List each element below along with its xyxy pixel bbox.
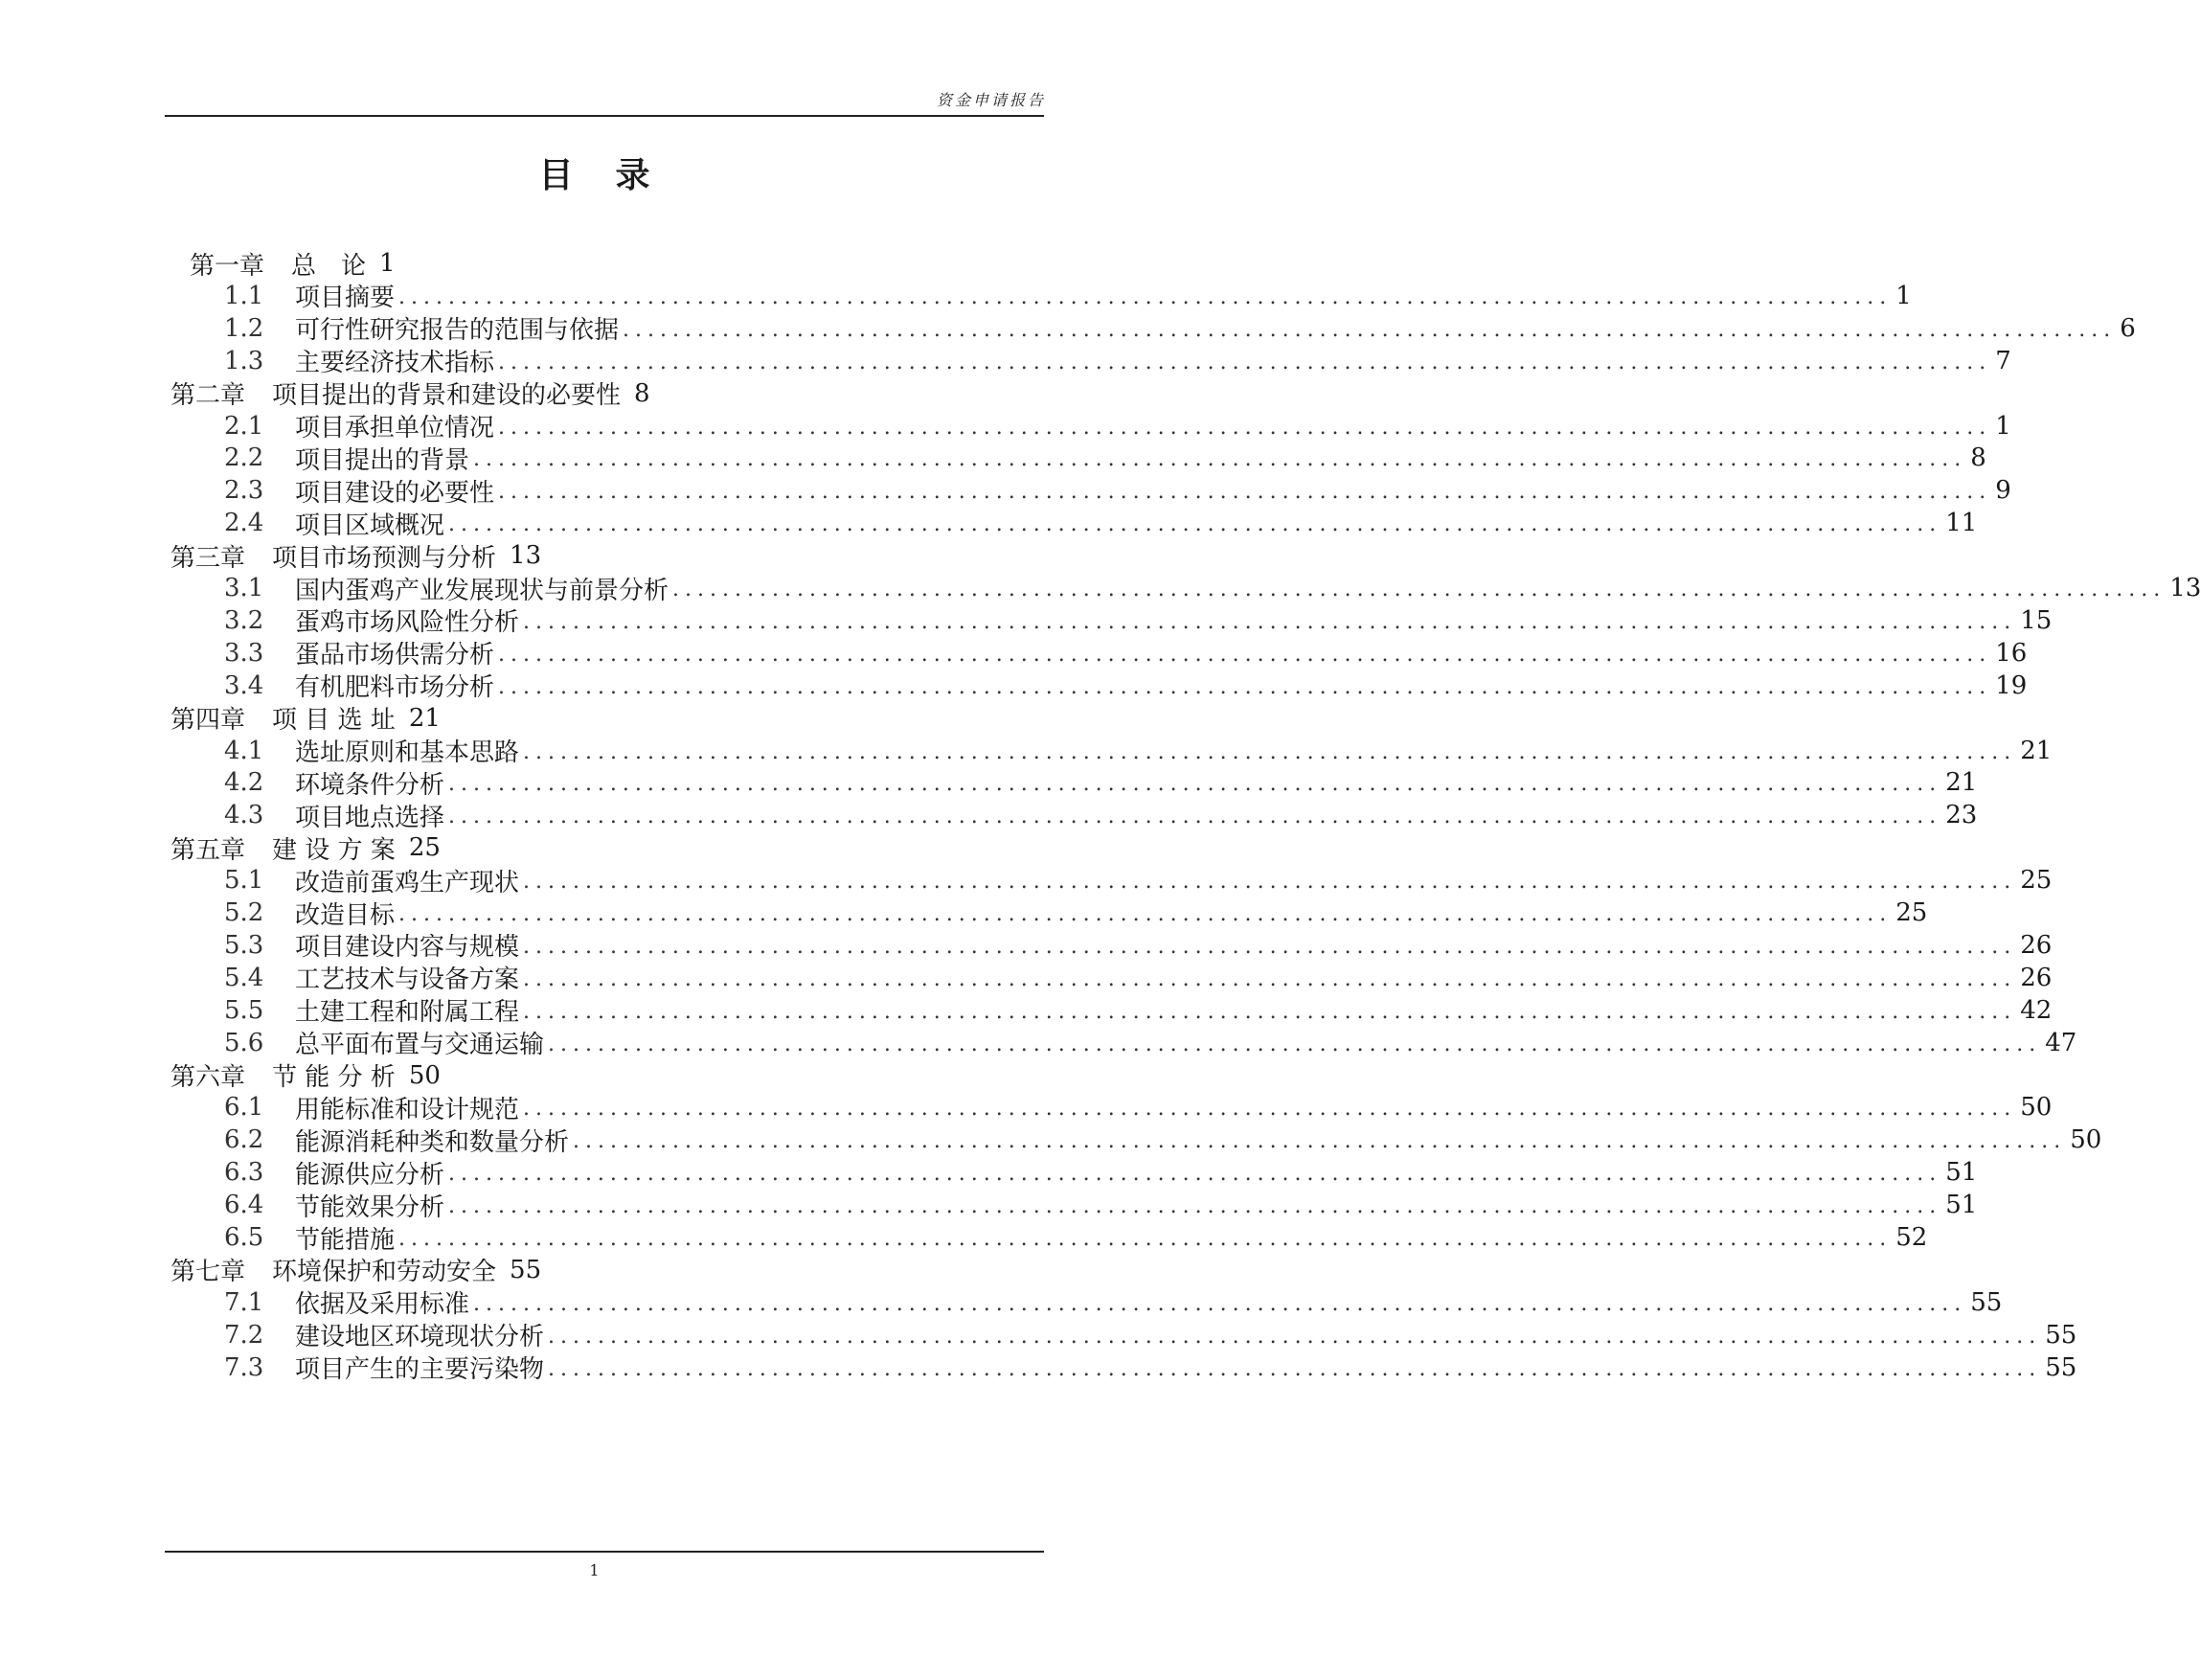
- toc-section-entry[interactable]: [224, 1156, 1978, 1190]
- toc-dot-leader: ........................................................................................................................: [548, 1324, 2042, 1349]
- toc-section-entry[interactable]: [224, 1189, 1978, 1222]
- toc-dot-leader: ........................................................................................................................: [548, 1356, 2042, 1381]
- toc-section-entry[interactable]: [224, 962, 2053, 995]
- toc-section-page: 55: [1970, 1287, 2003, 1317]
- toc-section-page: 50: [2070, 1125, 2102, 1155]
- toc-section-entry[interactable]: [224, 1124, 2102, 1157]
- toc-section-page: 11: [1945, 509, 1978, 538]
- toc-section-title: 项目区域概况: [295, 511, 445, 540]
- toc-section-entry[interactable]: [224, 637, 2028, 670]
- toc-section-title: 项目建设的必要性: [295, 478, 495, 508]
- toc-section-page: 19: [1995, 670, 2028, 700]
- toc-dot-leader: ........................................................................................................................: [448, 1162, 1942, 1187]
- toc-section-page: 25: [2020, 866, 2053, 896]
- toc-section-entry[interactable]: [224, 735, 2053, 767]
- toc-section-number: 5.2: [224, 898, 264, 927]
- toc-section-number: 7.1: [224, 1287, 264, 1317]
- toc-section-entry[interactable]: [224, 474, 2011, 508]
- toc-section-number: 5.1: [224, 866, 264, 896]
- toc-section-number: 6.5: [224, 1223, 264, 1252]
- toc-section-title: 主要经济技术指标: [295, 349, 495, 378]
- toc-section-title: 依据及采用标准: [295, 1290, 470, 1320]
- toc-section-title: 能源供应分析: [295, 1160, 445, 1190]
- toc-section-page: 13: [2169, 574, 2201, 602]
- toc-section-page: 47: [2045, 1028, 2077, 1057]
- toc-section-title: 节能措施: [295, 1225, 396, 1255]
- toc-section-entry[interactable]: [224, 280, 1912, 313]
- toc-section-title: 蛋品市场供需分析: [295, 641, 495, 670]
- toc-dot-leader: ........................................................................................................................: [398, 284, 1893, 309]
- toc-section-number: 1.1: [224, 281, 264, 310]
- toc-section-entry[interactable]: [224, 897, 1928, 930]
- footer-rule: [165, 1551, 1044, 1553]
- toc-section-number: 2.4: [224, 509, 264, 538]
- toc-section-number: 3.1: [224, 574, 264, 602]
- toc-section-title: 能源消耗种类和数量分析: [295, 1127, 570, 1157]
- toc-section-page: 15: [2020, 605, 2053, 635]
- toc-section-entry[interactable]: [224, 1027, 2077, 1060]
- toc-chapter-entry[interactable]: [190, 247, 396, 280]
- toc-dot-leader: ........................................................................................................................: [448, 772, 1942, 797]
- toc-section-number: 2.1: [224, 411, 264, 441]
- toc-section-entry[interactable]: [224, 410, 2011, 443]
- toc-section-number: 1.2: [224, 313, 264, 343]
- toc-section-entry[interactable]: [224, 1286, 2003, 1320]
- toc-section-number: 5.6: [224, 1028, 264, 1057]
- toc-section-title: 可行性研究报告的范围与依据: [295, 316, 620, 346]
- toc-chapter-page: 50: [408, 1060, 441, 1090]
- toc-chapter-page: 1: [379, 249, 396, 278]
- toc-dot-leader: ........................................................................................................................: [623, 317, 2117, 342]
- toc-dot-leader: ........................................................................................................................: [523, 739, 2017, 764]
- toc-dot-leader: ........................................................................................................................: [498, 350, 1992, 375]
- toc-chapter-entry[interactable]: [170, 1059, 441, 1092]
- toc-chapter-number: 第三章: [170, 543, 246, 573]
- toc-section-page: 6: [2120, 313, 2136, 343]
- toc-chapter-number: 第四章: [170, 706, 246, 736]
- toc-chapter-title: 总 论: [291, 251, 367, 281]
- toc-chapter-entry[interactable]: [170, 702, 441, 735]
- toc-section-page: 51: [1945, 1191, 1978, 1220]
- toc-dot-leader: ........................................................................................................................: [498, 480, 1992, 505]
- toc-section-entry[interactable]: [224, 766, 1978, 800]
- toc-dot-leader: ........................................................................................................................: [523, 934, 2017, 959]
- toc-section-title: 用能标准和设计规范: [295, 1095, 520, 1124]
- toc-dot-leader: ........................................................................................................................: [473, 1291, 1967, 1316]
- toc-chapter-entry[interactable]: [170, 539, 541, 572]
- toc-section-entry[interactable]: [224, 507, 1978, 540]
- toc-section-number: 2.3: [224, 476, 264, 506]
- toc-section-entry[interactable]: [224, 312, 2136, 346]
- toc-section-page: 21: [1945, 768, 1978, 798]
- toc-section-number: 1.3: [224, 346, 264, 375]
- toc-chapter-title: 项目市场预测与分析: [272, 543, 497, 573]
- toc-dot-leader: ........................................................................................................................: [523, 870, 2017, 895]
- toc-chapter-entry[interactable]: [170, 831, 441, 864]
- toc-section-number: 5.4: [224, 963, 264, 992]
- toc-section-title: 项目提出的背景: [295, 445, 470, 475]
- toc-section-number: 5.3: [224, 930, 264, 960]
- toc-section-entry[interactable]: [224, 1091, 2053, 1124]
- toc-section-entry[interactable]: [224, 1221, 1928, 1255]
- toc-chapter-title: 项目提出的背景和建设的必要性: [272, 381, 622, 411]
- toc-section-title: 建设地区环境现状分析: [295, 1323, 545, 1352]
- toc-dot-leader: ........................................................................................................................: [523, 966, 2017, 991]
- toc-dot-leader: ........................................................................................................................: [523, 609, 2017, 634]
- toc-section-number: 3.3: [224, 638, 264, 668]
- toc-chapter-title: 项 目 选 址: [272, 706, 396, 736]
- toc-chapter-title: 环境保护和劳动安全: [272, 1258, 497, 1287]
- toc-dot-leader: ........................................................................................................................: [548, 1032, 2042, 1056]
- toc-section-page: 7: [1995, 346, 2011, 375]
- toc-section-entry[interactable]: [224, 1351, 2077, 1385]
- toc-dot-leader: ........................................................................................................................: [498, 674, 1992, 699]
- toc-section-page: 51: [1945, 1158, 1978, 1188]
- toc-dot-leader: ........................................................................................................................: [523, 1097, 2017, 1122]
- toc-dot-leader: ........................................................................................................................: [498, 415, 1992, 440]
- toc-chapter-entry[interactable]: [170, 1254, 541, 1286]
- toc-section-page: 8: [1970, 443, 1986, 473]
- toc-section-page: 16: [1995, 638, 2028, 668]
- toc-section-entry[interactable]: [224, 604, 2053, 638]
- toc-section-number: 6.4: [224, 1191, 264, 1220]
- toc-dot-leader: ........................................................................................................................: [498, 642, 1992, 667]
- toc-section-page: 50: [2020, 1093, 2053, 1123]
- toc-section-entry[interactable]: [224, 572, 2201, 605]
- header-report-type: 资金申请报告: [936, 91, 1046, 109]
- toc-dot-leader: ........................................................................................................................: [448, 1194, 1942, 1219]
- toc-chapter-number: 第一章: [190, 251, 265, 281]
- toc-section-page: 42: [2020, 995, 2053, 1025]
- toc-section-number: 3.4: [224, 670, 264, 700]
- footer-page-number: 1: [589, 1561, 600, 1579]
- toc-section-entry[interactable]: [224, 1319, 2077, 1352]
- toc-section-title: 节能效果分析: [295, 1192, 445, 1222]
- toc-chapter-number: 第二章: [170, 381, 246, 411]
- toc-chapter-page: 21: [408, 703, 441, 733]
- toc-chapter-number: 第六章: [170, 1063, 246, 1092]
- toc-section-number: 4.2: [224, 768, 264, 798]
- page-title: 目录: [538, 156, 692, 195]
- toc-section-title: 改造目标: [295, 900, 396, 930]
- toc-section-page: 1: [1995, 411, 2011, 441]
- toc-section-page: 52: [1895, 1223, 1928, 1252]
- toc-dot-leader: ........................................................................................................................: [573, 1129, 2067, 1154]
- toc-section-page: 55: [2045, 1320, 2077, 1350]
- toc-section-entry[interactable]: [224, 929, 2053, 963]
- toc-section-number: 7.3: [224, 1352, 264, 1382]
- toc-section-entry[interactable]: [224, 345, 2011, 378]
- toc-dot-leader: ........................................................................................................................: [448, 512, 1942, 537]
- toc-section-title: 土建工程和附属工程: [295, 998, 520, 1028]
- toc-section-entry[interactable]: [224, 442, 1986, 475]
- toc-chapter-title: 建 设 方 案: [272, 835, 396, 865]
- toc-section-number: 6.3: [224, 1158, 264, 1188]
- toc-section-title: 国内蛋鸡产业发展现状与前景分析: [295, 576, 669, 605]
- toc-section-entry[interactable]: [224, 864, 2053, 897]
- toc-section-page: 21: [2020, 736, 2053, 765]
- toc-section-entry[interactable]: [224, 670, 2028, 703]
- toc-section-title: 改造前蛋鸡生产现状: [295, 868, 520, 897]
- toc-section-number: 2.2: [224, 443, 264, 473]
- toc-dot-leader: ........................................................................................................................: [398, 902, 1893, 926]
- toc-section-title: 项目地点选择: [295, 803, 445, 832]
- toc-chapter-page: 25: [408, 833, 441, 863]
- toc-chapter-title: 节 能 分 析: [272, 1063, 396, 1092]
- toc-chapter-entry[interactable]: [170, 377, 650, 410]
- toc-section-number: 5.5: [224, 995, 264, 1025]
- toc-section-number: 6.2: [224, 1125, 264, 1155]
- toc-dot-leader: ........................................................................................................................: [448, 805, 1942, 829]
- toc-section-number: 7.2: [224, 1320, 264, 1350]
- toc-section-number: 4.1: [224, 736, 264, 765]
- toc-section-page: 1: [1895, 281, 1912, 310]
- toc-section-title: 选址原则和基本思路: [295, 738, 520, 767]
- toc-section-page: 23: [1945, 801, 1978, 830]
- toc-section-page: 26: [2020, 963, 2053, 992]
- toc-section-page: 55: [2045, 1352, 2077, 1382]
- toc-section-title: 蛋鸡市场风险性分析: [295, 608, 520, 638]
- toc-dot-leader: ........................................................................................................................: [672, 578, 2167, 602]
- toc-section-entry[interactable]: [224, 994, 2053, 1028]
- toc-section-title: 项目建设内容与规模: [295, 933, 520, 963]
- toc-section-page: 26: [2020, 930, 2053, 960]
- toc-section-number: 4.3: [224, 801, 264, 830]
- toc-chapter-page: 55: [510, 1255, 542, 1284]
- toc-section-title: 项目产生的主要污染物: [295, 1355, 545, 1385]
- toc-section-number: 3.2: [224, 605, 264, 635]
- toc-section-page: 9: [1995, 476, 2011, 506]
- toc-section-title: 环境条件分析: [295, 770, 445, 800]
- toc-dot-leader: ........................................................................................................................: [398, 1227, 1893, 1251]
- toc-dot-leader: ........................................................................................................................: [473, 447, 1967, 472]
- header-rule: [165, 115, 1044, 117]
- toc-dot-leader: ........................................................................................................................: [523, 999, 2017, 1024]
- toc-chapter-page: 13: [510, 541, 542, 571]
- toc-section-page: 25: [1895, 898, 1928, 927]
- toc-section-title: 有机肥料市场分析: [295, 673, 495, 703]
- toc-chapter-number: 第七章: [170, 1258, 246, 1287]
- toc-section-entry[interactable]: [224, 799, 1978, 832]
- toc-chapter-page: 8: [634, 378, 650, 408]
- toc-section-title: 工艺技术与设备方案: [295, 965, 520, 995]
- toc-chapter-number: 第五章: [170, 835, 246, 865]
- toc-section-title: 总平面布置与交通运输: [295, 1031, 545, 1060]
- toc-section-title: 项目承担单位情况: [295, 414, 495, 443]
- toc-section-title: 项目摘要: [295, 284, 396, 313]
- toc-section-number: 6.1: [224, 1093, 264, 1123]
